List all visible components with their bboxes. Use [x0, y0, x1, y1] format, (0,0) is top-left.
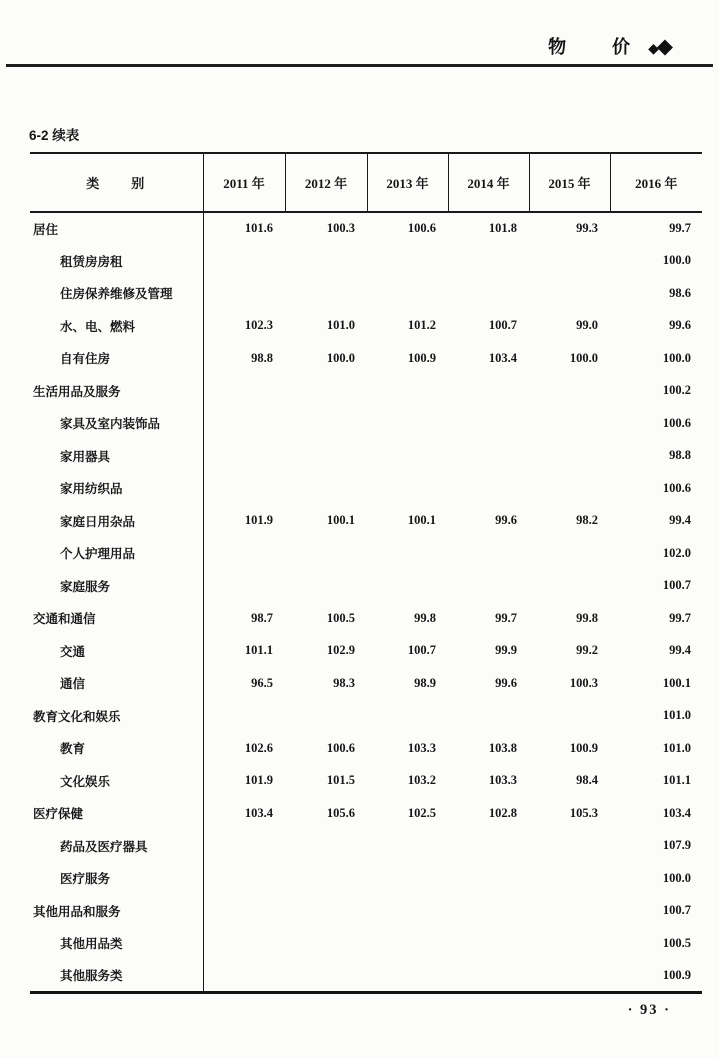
row-value-2012: 100.1	[326, 513, 355, 528]
row-value-2011	[203, 407, 285, 440]
row-value-2013	[367, 407, 448, 440]
table-row	[30, 537, 702, 570]
table-header	[30, 153, 702, 212]
row-value-2011	[203, 440, 285, 473]
row-value-2016: 100.5	[662, 935, 691, 950]
row-value-2011: 96.5	[251, 675, 273, 690]
column-header-2013: 2013 年	[367, 153, 448, 212]
diamond-icon-small: ◆	[648, 40, 659, 56]
row-value-2014	[448, 277, 529, 310]
row-value-2012	[285, 570, 367, 603]
row-value-2014: 103.8	[488, 740, 517, 755]
row-value-2013	[367, 570, 448, 603]
row-value-2015	[529, 277, 610, 310]
table-row	[30, 472, 702, 505]
row-value-2015: 100.3	[569, 675, 598, 690]
row-category-label: 医疗服务	[30, 862, 203, 895]
section-title: 物 价	[548, 37, 645, 57]
row-value-2016: 100.2	[662, 383, 691, 398]
row-category-label: 生活用品及服务	[30, 375, 203, 408]
row-value-2016: 101.0	[662, 740, 691, 755]
column-header-2016: 2016 年	[610, 153, 702, 212]
row-value-2011: 101.6	[244, 221, 273, 236]
row-category-label: 医疗保健	[30, 797, 203, 830]
table-row	[30, 667, 702, 700]
row-value-2012	[285, 375, 367, 408]
row-value-2013	[367, 862, 448, 895]
row-category-label: 家具及室内装饰品	[30, 407, 203, 440]
row-value-2012	[285, 862, 367, 895]
row-value-2012	[285, 960, 367, 993]
row-value-2014	[448, 960, 529, 993]
row-value-2015: 99.8	[576, 610, 598, 625]
row-value-2014: 100.7	[488, 318, 517, 333]
table-row	[30, 830, 702, 863]
row-value-2013	[367, 960, 448, 993]
table-row	[30, 732, 702, 765]
row-value-2015: 99.0	[576, 318, 598, 333]
row-value-2012	[285, 700, 367, 733]
row-value-2014: 101.8	[488, 221, 517, 236]
row-value-2013	[367, 537, 448, 570]
row-value-2012: 105.6	[326, 805, 355, 820]
row-value-2011	[203, 895, 285, 928]
row-value-2013: 100.7	[407, 643, 436, 658]
row-value-2011: 98.7	[251, 610, 273, 625]
row-value-2011: 101.9	[244, 773, 273, 788]
row-value-2016: 107.9	[662, 838, 691, 853]
row-value-2015	[529, 537, 610, 570]
table-row	[30, 960, 702, 993]
row-category-label: 其他用品和服务	[30, 895, 203, 928]
row-value-2013	[367, 277, 448, 310]
table-row	[30, 505, 702, 538]
row-value-2015	[529, 960, 610, 993]
row-value-2012	[285, 927, 367, 960]
row-value-2011	[203, 700, 285, 733]
row-value-2013: 99.8	[414, 610, 436, 625]
table-row	[30, 895, 702, 928]
row-value-2012: 102.9	[326, 643, 355, 658]
row-value-2013: 100.1	[407, 513, 436, 528]
table-row	[30, 570, 702, 603]
row-value-2015	[529, 472, 610, 505]
table-row	[30, 375, 702, 408]
row-value-2015: 100.0	[569, 350, 598, 365]
row-category-label: 居住	[30, 212, 203, 245]
row-value-2016: 100.0	[662, 253, 691, 268]
row-value-2011: 101.9	[244, 513, 273, 528]
row-value-2011	[203, 960, 285, 993]
row-value-2013	[367, 472, 448, 505]
row-value-2014	[448, 537, 529, 570]
row-value-2015	[529, 407, 610, 440]
row-value-2015	[529, 895, 610, 928]
row-value-2012: 100.3	[326, 221, 355, 236]
row-value-2016: 99.7	[669, 221, 691, 236]
table-row	[30, 212, 702, 245]
row-category-label: 教育	[30, 732, 203, 765]
row-value-2015	[529, 700, 610, 733]
row-value-2015	[529, 862, 610, 895]
row-value-2013	[367, 830, 448, 863]
row-category-label: 家庭日用杂品	[30, 505, 203, 538]
row-category-label: 其他用品类	[30, 927, 203, 960]
row-value-2011	[203, 927, 285, 960]
table-body	[30, 212, 702, 992]
row-category-label: 交通	[30, 635, 203, 668]
row-value-2011	[203, 375, 285, 408]
row-value-2012: 98.3	[333, 675, 355, 690]
row-value-2013	[367, 700, 448, 733]
row-value-2013: 103.2	[407, 773, 436, 788]
row-value-2013: 100.9	[407, 350, 436, 365]
row-category-label: 租赁房房租	[30, 245, 203, 278]
row-value-2016: 100.7	[662, 578, 691, 593]
row-value-2012	[285, 440, 367, 473]
row-value-2013	[367, 375, 448, 408]
row-value-2016: 100.6	[662, 480, 691, 495]
row-value-2016: 100.1	[662, 675, 691, 690]
row-value-2012	[285, 537, 367, 570]
row-value-2011	[203, 570, 285, 603]
table-row	[30, 797, 702, 830]
table-row	[30, 277, 702, 310]
row-value-2015: 98.4	[576, 773, 598, 788]
row-value-2015	[529, 570, 610, 603]
row-value-2012: 100.6	[326, 740, 355, 755]
row-category-label: 住房保养维修及管理	[30, 277, 203, 310]
row-value-2015	[529, 375, 610, 408]
diamond-icon-large: ◆	[656, 35, 673, 58]
row-value-2014: 99.9	[495, 643, 517, 658]
row-value-2014: 103.4	[488, 350, 517, 365]
row-value-2016: 99.7	[669, 610, 691, 625]
table-row	[30, 310, 702, 343]
row-value-2014	[448, 407, 529, 440]
row-value-2011	[203, 277, 285, 310]
row-value-2015: 99.3	[576, 221, 598, 236]
row-value-2011: 102.3	[244, 318, 273, 333]
column-header-2012: 2012 年	[285, 153, 367, 212]
row-value-2011: 98.8	[251, 350, 273, 365]
table-row	[30, 635, 702, 668]
row-value-2014	[448, 862, 529, 895]
row-value-2013: 100.6	[407, 221, 436, 236]
row-value-2014: 99.6	[495, 513, 517, 528]
row-value-2014	[448, 830, 529, 863]
row-category-label: 交通和通信	[30, 602, 203, 635]
row-value-2016: 100.0	[662, 350, 691, 365]
row-value-2014: 99.6	[495, 675, 517, 690]
row-value-2013	[367, 440, 448, 473]
row-category-label: 家庭服务	[30, 570, 203, 603]
table-row	[30, 407, 702, 440]
row-value-2016: 102.0	[662, 545, 691, 560]
row-value-2011	[203, 537, 285, 570]
price-index-table	[30, 152, 702, 994]
row-value-2016: 98.6	[669, 285, 691, 300]
row-value-2014	[448, 570, 529, 603]
row-value-2012: 101.5	[326, 773, 355, 788]
row-value-2015	[529, 440, 610, 473]
row-value-2015	[529, 830, 610, 863]
row-value-2014: 102.8	[488, 805, 517, 820]
row-category-label: 家用纺织品	[30, 472, 203, 505]
table-title: 6-2 续表	[29, 128, 80, 143]
row-value-2016: 99.4	[669, 513, 691, 528]
column-header-2014: 2014 年	[448, 153, 529, 212]
row-category-label: 教育文化和娱乐	[30, 700, 203, 733]
row-value-2013: 103.3	[407, 740, 436, 755]
row-value-2014	[448, 927, 529, 960]
row-value-2012: 101.0	[326, 318, 355, 333]
row-category-label: 通信	[30, 667, 203, 700]
row-value-2014	[448, 895, 529, 928]
header-rule	[6, 64, 713, 67]
row-value-2011	[203, 245, 285, 278]
row-value-2016: 98.8	[669, 448, 691, 463]
row-value-2013	[367, 927, 448, 960]
row-value-2016: 100.7	[662, 903, 691, 918]
row-category-label: 文化娱乐	[30, 765, 203, 798]
table-row	[30, 927, 702, 960]
row-value-2013: 98.9	[414, 675, 436, 690]
row-value-2015: 100.9	[569, 740, 598, 755]
row-value-2015: 99.2	[576, 643, 598, 658]
row-value-2016: 100.9	[610, 960, 702, 993]
row-category-label: 其他服务类	[30, 960, 203, 993]
column-header-2015: 2015 年	[529, 153, 610, 212]
row-value-2016: 99.6	[669, 318, 691, 333]
row-value-2014	[448, 375, 529, 408]
table-row	[30, 245, 702, 278]
column-header-2011: 2011 年	[203, 153, 285, 212]
row-value-2012	[285, 407, 367, 440]
row-value-2014	[448, 700, 529, 733]
row-value-2011: 101.1	[244, 643, 273, 658]
table-row	[30, 602, 702, 635]
row-value-2014	[448, 440, 529, 473]
row-value-2012: 100.0	[326, 350, 355, 365]
row-value-2016: 99.4	[669, 643, 691, 658]
row-value-2014	[448, 245, 529, 278]
column-header-category: 类 别	[30, 153, 203, 212]
row-value-2012	[285, 277, 367, 310]
row-category-label: 水、电、燃料	[30, 310, 203, 343]
table-row	[30, 700, 702, 733]
row-value-2013: 102.5	[407, 805, 436, 820]
row-value-2011: 103.4	[244, 805, 273, 820]
page-number: · 93 ·	[627, 1002, 671, 1018]
row-value-2011	[203, 830, 285, 863]
row-value-2013	[367, 895, 448, 928]
row-value-2016: 101.1	[662, 773, 691, 788]
row-category-label: 家用器具	[30, 440, 203, 473]
table-row	[30, 342, 702, 375]
row-category-label: 自有住房	[30, 342, 203, 375]
row-value-2016: 100.6	[662, 415, 691, 430]
row-value-2015: 105.3	[569, 805, 598, 820]
running-head	[548, 33, 673, 59]
row-value-2016: 101.0	[662, 708, 691, 723]
row-value-2012	[285, 830, 367, 863]
table-row	[30, 765, 702, 798]
table-row	[30, 862, 702, 895]
row-value-2015: 98.2	[576, 513, 598, 528]
row-value-2014	[448, 472, 529, 505]
row-value-2012: 100.5	[326, 610, 355, 625]
row-value-2013: 101.2	[407, 318, 436, 333]
row-value-2011	[203, 862, 285, 895]
row-value-2011	[203, 472, 285, 505]
row-value-2016: 103.4	[662, 805, 691, 820]
row-value-2012	[285, 895, 367, 928]
row-value-2012	[285, 245, 367, 278]
row-category-label: 药品及医疗器具	[30, 830, 203, 863]
row-value-2015	[529, 245, 610, 278]
row-value-2015	[529, 927, 610, 960]
row-value-2016: 100.0	[662, 870, 691, 885]
row-value-2011: 102.6	[244, 740, 273, 755]
row-value-2014: 103.3	[488, 773, 517, 788]
row-value-2012	[285, 472, 367, 505]
row-category-label: 个人护理用品	[30, 537, 203, 570]
row-value-2014: 99.7	[495, 610, 517, 625]
row-value-2013	[367, 245, 448, 278]
table-row	[30, 440, 702, 473]
